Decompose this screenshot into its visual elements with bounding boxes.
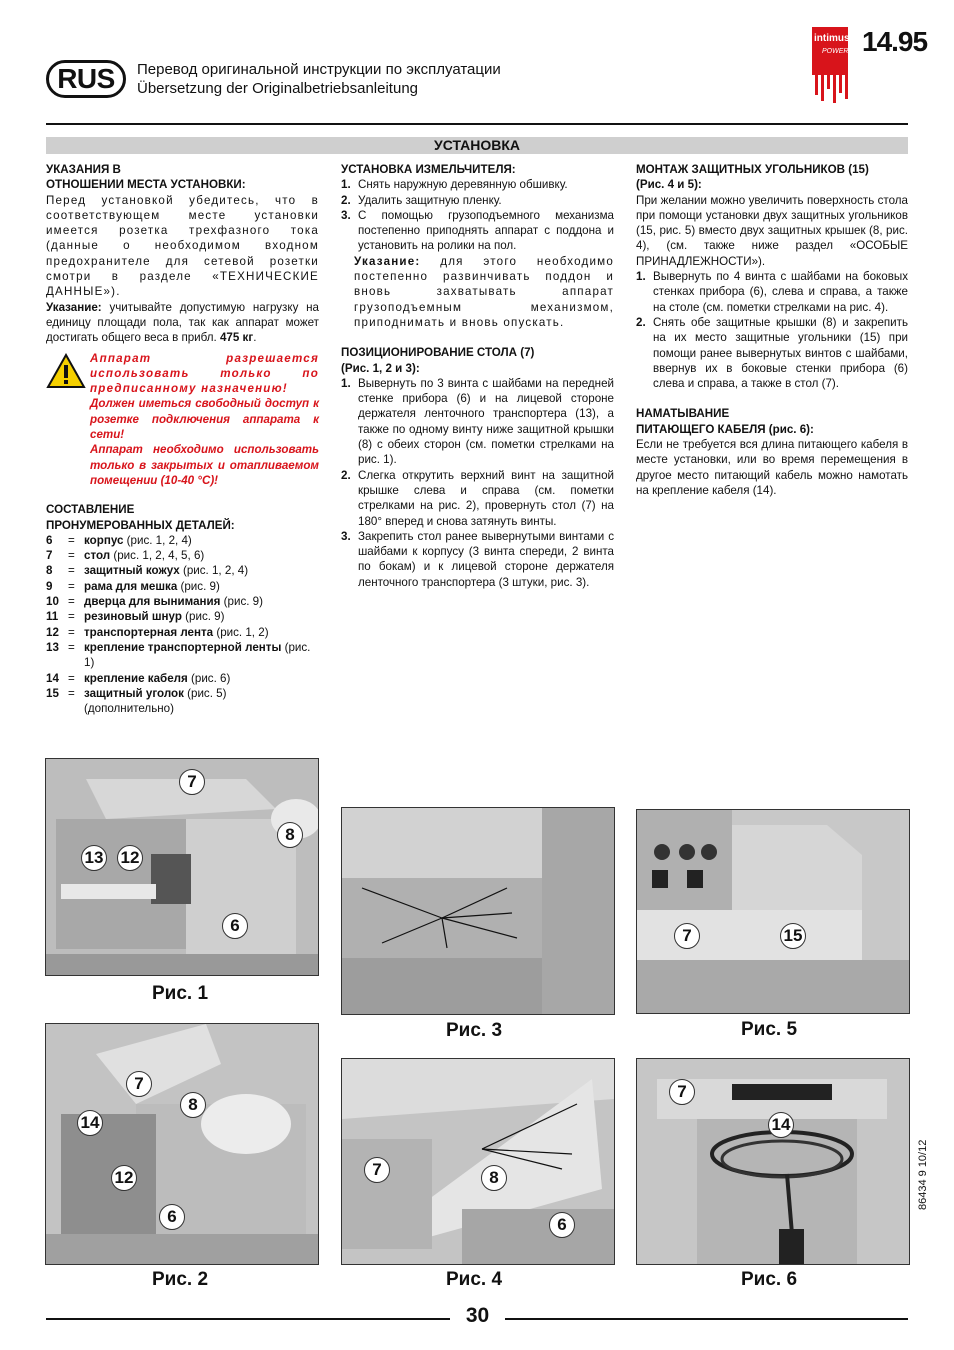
part-ref: (рис. 9) [181,610,225,624]
column-1 [46,162,319,716]
intimus-logo [812,27,858,107]
part-name: рама для мешка [84,579,178,593]
fig5-callout-7: 7 [674,923,700,949]
fig4-callout-6: 6 [549,1212,575,1238]
figure-4 [341,1058,615,1265]
col2-note-text: для этого необходимо постепенно развинчивать поддон и вновь захватывать аппарат грузоподъемным механизмом, приподнимать и вновь опускать. [354,254,614,329]
warning-block [46,351,319,489]
part-row [46,563,319,578]
angle-steps [636,269,908,391]
part-ref: (рис. 1, 2) [213,625,269,639]
warning-1: Аппарат разрешается использовать только по предписанному назначению! [90,351,319,396]
step-text: С помощью грузоподъемного механизма постепенно приподнять аппарат с поддона и установить на ролики на пол. [358,208,614,253]
figure-3 [341,807,615,1015]
warning-2: Должен иметься свободный доступ к розетке подключения аппарата к сети! [90,397,319,442]
step-number: 3. [341,208,351,222]
col2-heading-1: УСТАНОВКА ИЗМЕЛЬЧИТЕЛЯ: [341,163,516,176]
part-row [46,640,319,671]
header-text [137,60,501,98]
part-equals: = [68,595,75,609]
figure-5-caption: Рис. 5 [741,1019,798,1040]
part-description [84,686,319,717]
part-name: корпус [84,533,124,547]
step-item [636,315,908,391]
col1-note-end: . [253,331,257,345]
figure-4-caption: Рис. 4 [446,1269,503,1290]
part-description [84,625,319,640]
step-number: 1. [341,376,351,390]
col3-paragraph-1: При желании можно увеличить поверхность стола при помощи установки двух защитных угольников (15, рис. 5) вместо двух защитных крышек (8, рис. 4), (см. также ниже раздел «ОСОБЫЕ ПРИНАДЛЕЖНОСТИ»). [636,193,908,268]
part-equals: = [68,549,75,563]
top-divider [46,123,908,125]
col3-heading-1b: (Рис. 4 и 5): [636,178,702,192]
col2-heading-2b: (Рис. 1, 2 и 3): [341,361,420,375]
part-name: транспортерная лента [84,625,214,639]
part-row [46,594,319,609]
part-ref: (рис. 9) [177,579,220,593]
part-ref: (рис. 1, 2, 4, 5, 6) [110,549,205,563]
col2-heading-2: ПОЗИЦИОНИРОВАНИЕ СТОЛА (7) [341,346,535,360]
brand-text: intimus [814,33,850,44]
part-number: 14 [46,671,59,685]
page-number: 30 [465,1304,490,1327]
fig2-callout-14: 14 [77,1110,103,1136]
fig1-callout-12: 12 [117,845,143,871]
col2-note-label: Указание: [354,254,421,268]
col1-note [46,300,319,346]
figure-2-caption: Рис. 2 [152,1269,209,1290]
fig4-callout-8: 8 [481,1165,507,1191]
col2-note [341,254,614,330]
part-equals: = [68,625,75,639]
col1-heading-2a: СОСТАВЛЕНИЕ [46,503,135,517]
part-equals: = [68,579,75,593]
part-description [84,533,319,548]
section-title: УСТАНОВКА [433,137,521,153]
bottom-divider-right [505,1318,908,1320]
step-text: Удалить защитную пленку. [358,193,502,207]
column-2 [341,162,614,590]
part-row [46,671,319,686]
part-name: крепление кабеля [84,671,188,685]
figure-3-caption: Рис. 3 [446,1020,503,1041]
part-ref: (рис. 1, 2, 4) [179,564,249,578]
step-text: Снять наружную деревянную обшивку. [358,178,568,192]
model-number: 14.95 [862,26,928,57]
part-row [46,609,319,624]
fig2-callout-7: 7 [126,1071,152,1097]
part-description [84,594,319,609]
part-row [46,548,319,563]
part-equals: = [68,564,75,578]
part-description [84,640,319,671]
part-description [84,609,319,624]
table-steps [341,376,614,590]
col1-heading-b: ОТНОШЕНИИ МЕСТА УСТАНОВКИ: [46,178,246,192]
step-number: 2. [341,193,351,207]
step-item [341,177,614,192]
part-number: 15 [46,686,59,700]
step-item [341,208,614,254]
header-line-1: Перевод оригинальной инструкции по эксплуатации [137,61,501,78]
col3-heading-1: МОНТАЖ ЗАЩИТНЫХ УГОЛЬНИКОВ (15) [636,163,869,176]
fig4-callout-7: 7 [364,1157,390,1183]
part-number: 12 [46,625,59,639]
part-ref: (рис. 1, 2, 4) [123,533,192,547]
part-name: крепление транспортерной ленты [84,640,282,654]
part-name: защитный кожух [84,564,180,578]
col1-note-label: Указание: [46,300,102,314]
fig2-callout-12: 12 [111,1165,137,1191]
col1-heading-a: УКАЗАНИЯ В [46,163,121,176]
part-row [46,533,319,548]
fig2-callout-6: 6 [159,1204,185,1230]
part-name: защитный уголок [84,686,184,700]
part-number: 10 [46,595,59,609]
language-badge: RUS [46,60,126,98]
step-number: 2. [341,468,351,482]
figure-1 [45,758,319,976]
part-row [46,579,319,594]
step-number: 1. [341,178,351,192]
part-equals: = [68,610,75,624]
figure-1-caption: Рис. 1 [152,983,209,1004]
part-name: стол [84,549,111,563]
step-number: 3. [341,529,351,543]
bottom-divider-left [46,1318,450,1320]
step-item [341,529,614,590]
step-text: Закрепить стол ранее вывернутыми винтами с шайбами к корпусу (3 винта спереди, 2 винта по бокам) и к лицевой стороне держателя ленточного транспортера (3 штуки, рис. 3). [358,529,614,589]
col1-paragraph-1: Перед установкой убедитесь, что в соответствующем месте установки имеется розетка трехфазного тока (данные о необходимом входном предохранителе для сетевой розетки смотри в разделе «ТЕХНИЧЕСКИЕ ДАННЫЕ»). [46,193,319,299]
part-name: резиновый шнур [84,610,182,624]
step-text: Вывернуть по 4 винта с шайбами на боковых стенках прибора (6), слева и справа, а также на столе (см. пометки стрелками на рис. 4). [653,270,908,314]
part-description [84,579,319,594]
step-text: Слегка открутить верхний винт на защитной крышке слева и справа (см. пометки стрелками на рис. 2), провернуть стол (7) на 180° вперед и снова затянуть винты. [358,468,614,528]
step-number: 1. [636,270,646,284]
column-3 [636,162,908,498]
header-line-2: Übersetzung der Originalbetriebsanleitung [137,80,419,97]
col1-note-weight: 475 кг [219,331,254,345]
part-description [84,671,319,686]
part-ref: (рис. 1) [84,640,311,670]
fig1-callout-7: 7 [179,769,205,795]
fig6-callout-14: 14 [768,1112,794,1138]
fig1-callout-8: 8 [277,822,303,848]
part-description [84,548,319,563]
part-equals: = [68,671,75,685]
warning-3: Аппарат необходимо использовать только в закрытых и отапливаемом помещении (10-40 °C)! [90,443,319,487]
fig2-callout-8: 8 [180,1092,206,1118]
step-item [341,193,614,208]
figure-2 [45,1023,319,1265]
col1-note-text: учитывайте допустимую нагрузку на единицу площади пола, так как аппарат может достигать общего веса в прибл. [46,300,319,345]
part-equals: = [68,533,75,547]
col1-heading-2b: ПРОНУМЕРОВАННЫХ ДЕТАЛЕЙ: [46,518,235,532]
part-description [84,563,319,578]
step-text: Снять обе защитные крышки (8) и закрепить на их место защитные угольники (15) при помощи ранее вывернутых винтов с шайбами, ввернув их в боковые стенки прибора (6) слева и справа, а также в стол (7). [653,315,908,391]
step-item [341,468,614,529]
document-id: 86434 9 10/12 [917,1139,929,1210]
figure-6-caption: Рис. 6 [741,1269,798,1290]
figure-5 [636,809,910,1014]
part-ref: (рис. 6) [187,671,231,685]
install-steps [341,177,614,253]
step-item [341,376,614,468]
col3-heading-2b: ПИТАЮЩЕГО КАБЕЛЯ (рис. 6): [636,422,814,436]
brand-sub-text: POWER [822,48,849,55]
part-number: 9 [46,579,53,593]
part-number: 6 [46,533,53,547]
warning-icon [46,351,90,489]
part-row [46,686,319,717]
part-ref: (рис. 9) [220,595,263,609]
step-text: Вывернуть по 3 винта с шайбами на передней стенке прибора (6) и на лицевой стороне держателя ленточного транспортера (13), а также по одному винту ниже защитной крышки (8) с обеих сторон (см. пометки стрелками на рис. 1). [358,376,614,467]
col3-paragraph-2: Если не требуется вся длина питающего кабеля в месте установки, или во время перемещения в другое место питающий кабель можно намотать на крепление кабеля (14). [636,438,908,497]
fig5-callout-15: 15 [780,923,806,949]
part-number: 7 [46,549,53,563]
part-equals: = [68,640,75,654]
part-number: 13 [46,640,59,654]
part-equals: = [68,686,75,700]
warning-texts [90,351,319,489]
step-item [636,269,908,315]
part-number: 8 [46,564,53,578]
part-name: дверца для вынимания [84,595,221,609]
col3-heading-2a: НАМАТЫВАНИЕ [636,407,730,421]
fig1-callout-6: 6 [222,913,248,939]
fig6-callout-7: 7 [669,1079,695,1105]
parts-list [46,533,319,717]
figure-6 [636,1058,910,1265]
step-number: 2. [636,315,646,329]
part-row [46,625,319,640]
part-ref: (рис. 5) (дополнительно) [84,686,227,716]
part-number: 11 [46,610,59,624]
fig1-callout-13: 13 [81,845,107,871]
